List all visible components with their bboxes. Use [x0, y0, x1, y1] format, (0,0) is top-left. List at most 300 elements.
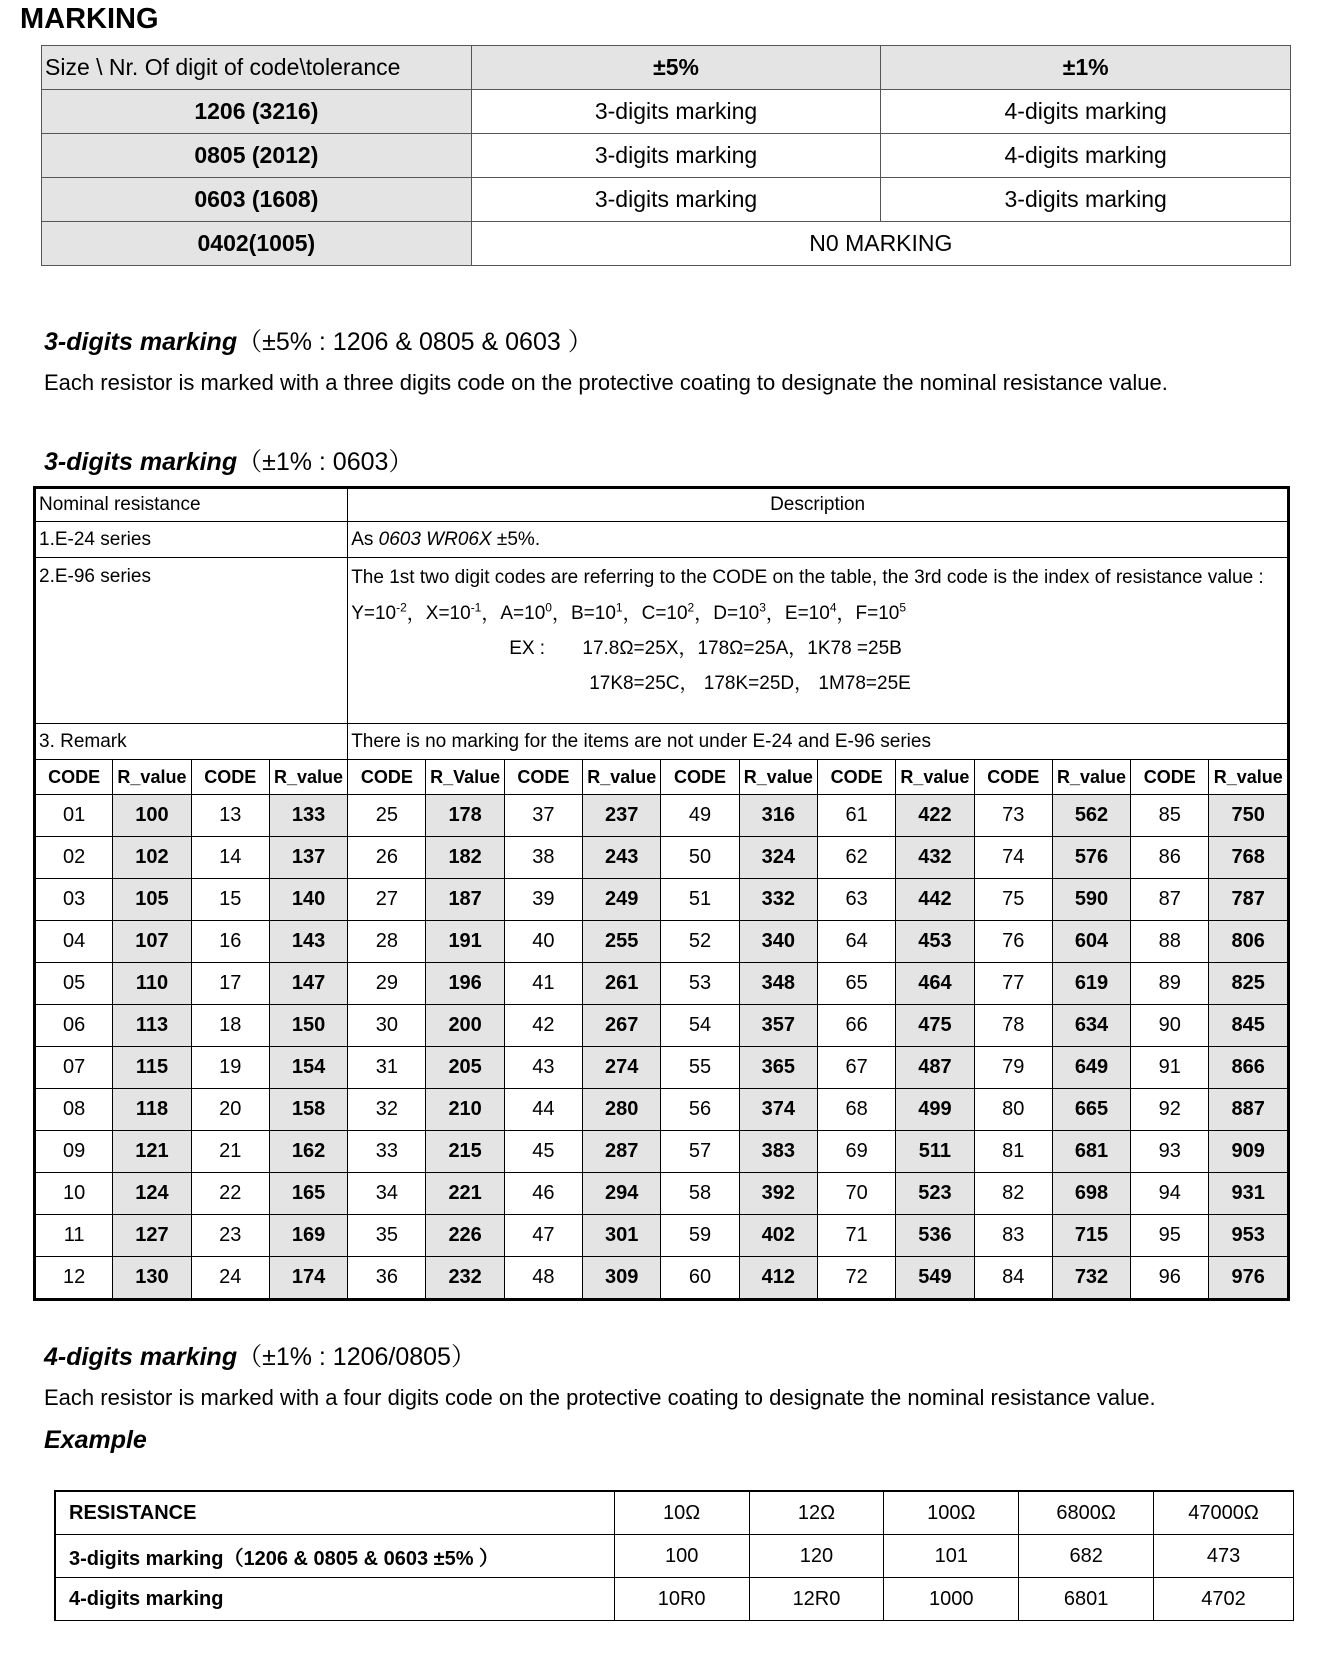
code-cell: 08	[35, 1089, 113, 1131]
r-value-cell: 487	[896, 1047, 974, 1089]
code-cell: 11	[35, 1215, 113, 1257]
code-cell: 96	[1131, 1257, 1209, 1300]
example-value-cell: 100Ω	[884, 1491, 1019, 1535]
r-value-cell: 105	[113, 879, 191, 921]
code-cell: 48	[504, 1257, 582, 1300]
example-value-cell: 473	[1154, 1535, 1294, 1578]
multiplier-item: $C=10^2$	[641, 601, 695, 625]
example-heading: Example	[44, 1426, 147, 1454]
section-subheading: （±1% : 0603）	[237, 448, 414, 476]
code-cell: 69	[817, 1131, 895, 1173]
r-value-cell: 191	[426, 921, 504, 963]
r-value-cell: 154	[269, 1047, 347, 1089]
multiplier-exponent: 0	[545, 601, 552, 615]
code-cell: 57	[661, 1131, 739, 1173]
code-cell: 45	[504, 1131, 582, 1173]
r-value-cell: 953	[1209, 1215, 1289, 1257]
code-cell: 90	[1131, 1005, 1209, 1047]
r-value-cell: 768	[1209, 837, 1289, 879]
section-heading-text: 3-digits marking	[44, 448, 238, 476]
code-cell: 07	[35, 1047, 113, 1089]
r-value-cell: 374	[739, 1089, 817, 1131]
table-header-cell: ±1%	[881, 46, 1291, 90]
code-cell: 64	[817, 921, 895, 963]
separator: ，	[481, 603, 501, 625]
size-cell: 0805 (2012)	[42, 134, 472, 178]
r-value-cell: 887	[1209, 1089, 1289, 1131]
code-cell: 35	[348, 1215, 426, 1257]
multiplier-exponent: 4	[829, 601, 837, 615]
r-value-cell: 316	[739, 795, 817, 837]
example-value-cell: 6801	[1019, 1578, 1154, 1621]
r-value-cell: 237	[583, 795, 661, 837]
example-value-cell: 101	[884, 1535, 1019, 1578]
code-cell: 06	[35, 1005, 113, 1047]
size-cell: 1206 (3216)	[42, 90, 472, 134]
section-heading-3digit-1pct	[44, 442, 413, 478]
e96-code-table	[33, 486, 1290, 1301]
r-value-cell: 976	[1209, 1257, 1289, 1300]
code-cell: 88	[1131, 921, 1209, 963]
r-value-cell: 392	[739, 1173, 817, 1215]
r-value-cell: 402	[739, 1215, 817, 1257]
example-values-1: 17.8Ω=25X，178Ω=25A，1K78 =25B	[582, 638, 902, 660]
code-cell: 46	[504, 1173, 582, 1215]
code-cell: 59	[661, 1215, 739, 1257]
multiplier-exponent: 2	[687, 601, 695, 615]
r-value-cell: 732	[1052, 1257, 1130, 1300]
code-column-header: CODE	[974, 760, 1052, 795]
r-value-cell: 536	[896, 1215, 974, 1257]
r-value-cell: 464	[896, 963, 974, 1005]
marking-size-table	[41, 45, 1291, 266]
code-column-header: R_value	[1209, 760, 1289, 795]
code-cell: 38	[504, 837, 582, 879]
code-cell: 28	[348, 921, 426, 963]
r-value-cell: 249	[583, 879, 661, 921]
code-cell: 53	[661, 963, 739, 1005]
r-value-cell: 383	[739, 1131, 817, 1173]
code-cell: 67	[817, 1047, 895, 1089]
r-value-cell: 619	[1052, 963, 1130, 1005]
separator: ，	[622, 603, 642, 625]
r-value-cell: 255	[583, 921, 661, 963]
table-cell: 3-digits marking	[471, 134, 881, 178]
code-column-header: CODE	[348, 760, 426, 795]
r-value-cell: 107	[113, 921, 191, 963]
r-value-cell: 113	[113, 1005, 191, 1047]
code-column-header: CODE	[661, 760, 739, 795]
code-cell: 50	[661, 837, 739, 879]
r-value-cell: 143	[269, 921, 347, 963]
code-cell: 10	[35, 1173, 113, 1215]
example-row-label: RESISTANCE	[55, 1491, 614, 1535]
r-value-cell: 442	[896, 879, 974, 921]
r-value-cell: 845	[1209, 1005, 1289, 1047]
r-value-cell: 324	[739, 837, 817, 879]
separator: ，	[551, 603, 571, 625]
multiplier-exponent: 1	[615, 601, 623, 615]
r-value-cell: 909	[1209, 1131, 1289, 1173]
r-value-cell: 590	[1052, 879, 1130, 921]
code-cell: 44	[504, 1089, 582, 1131]
table-row	[35, 837, 1289, 879]
code-cell: 91	[1131, 1047, 1209, 1089]
table-row	[35, 1257, 1289, 1300]
code-cell: 47	[504, 1215, 582, 1257]
multiplier-item: $X=10^{-1}$	[425, 601, 482, 625]
r-value-cell: 130	[113, 1257, 191, 1300]
r-value-cell: 280	[583, 1089, 661, 1131]
code-cell: 09	[35, 1131, 113, 1173]
section-heading-4digit	[44, 1337, 476, 1373]
r-value-cell: 200	[426, 1005, 504, 1047]
r-value-cell: 562	[1052, 795, 1130, 837]
r-value-cell: 115	[113, 1047, 191, 1089]
code-column-header: CODE	[504, 760, 582, 795]
code-cell: 95	[1131, 1215, 1209, 1257]
r-value-cell: 162	[269, 1131, 347, 1173]
r-value-cell: 348	[739, 963, 817, 1005]
code-cell: 22	[191, 1173, 269, 1215]
r-value-cell: 499	[896, 1089, 974, 1131]
example-table	[54, 1490, 1294, 1621]
table-row	[35, 1215, 1289, 1257]
code-cell: 21	[191, 1131, 269, 1173]
e96-desc-text: The 1st two digit codes are referring to the CODE on the table, the 3rd code is the index of resistance value :	[351, 567, 1264, 588]
code-cell: 13	[191, 795, 269, 837]
code-cell: 41	[504, 963, 582, 1005]
e96-description	[348, 558, 1289, 724]
code-cell: 94	[1131, 1173, 1209, 1215]
r-value-cell: 210	[426, 1089, 504, 1131]
example-value-cell: 1000	[884, 1578, 1019, 1621]
code-cell: 39	[504, 879, 582, 921]
code-cell: 76	[974, 921, 1052, 963]
code-table-body	[35, 795, 1289, 1300]
r-value-cell: 294	[583, 1173, 661, 1215]
code-cell: 32	[348, 1089, 426, 1131]
r-value-cell: 150	[269, 1005, 347, 1047]
e24-description	[348, 522, 1289, 558]
code-cell: 93	[1131, 1131, 1209, 1173]
r-value-cell: 301	[583, 1215, 661, 1257]
multiplier-list	[351, 597, 1284, 625]
code-cell: 30	[348, 1005, 426, 1047]
no-marking-cell: N0 MARKING	[471, 222, 1290, 266]
code-cell: 51	[661, 879, 739, 921]
e24-label: 1.E-24 series	[35, 522, 348, 558]
r-value-cell: 931	[1209, 1173, 1289, 1215]
example-row-label: 4-digits marking	[55, 1578, 614, 1621]
section-subheading: （±5% : 1206 & 0805 & 0603 ）	[237, 328, 593, 356]
code-cell: 66	[817, 1005, 895, 1047]
code-cell: 83	[974, 1215, 1052, 1257]
multiplier-item: $B=10^1$	[570, 601, 623, 625]
example-value-cell: 682	[1019, 1535, 1154, 1578]
code-cell: 04	[35, 921, 113, 963]
r-value-cell: 196	[426, 963, 504, 1005]
code-cell: 85	[1131, 795, 1209, 837]
size-cell: 0603 (1608)	[42, 178, 472, 222]
separator: ，	[406, 603, 426, 625]
code-cell: 71	[817, 1215, 895, 1257]
r-value-cell: 634	[1052, 1005, 1130, 1047]
code-column-header: R_value	[896, 760, 974, 795]
code-cell: 03	[35, 879, 113, 921]
table-cell: 3-digits marking	[471, 178, 881, 222]
code-column-header: R_value	[583, 760, 661, 795]
separator: ，	[765, 603, 785, 625]
r-value-cell: 243	[583, 837, 661, 879]
r-value-cell: 182	[426, 837, 504, 879]
r-value-cell: 110	[113, 963, 191, 1005]
code-cell: 89	[1131, 963, 1209, 1005]
code-cell: 37	[504, 795, 582, 837]
r-value-cell: 174	[269, 1257, 347, 1300]
r-value-cell: 169	[269, 1215, 347, 1257]
code-column-header: R_value	[1052, 760, 1130, 795]
separator: ，	[836, 603, 856, 625]
code-cell: 63	[817, 879, 895, 921]
example-value-cell: 12R0	[749, 1578, 884, 1621]
table-row	[35, 963, 1289, 1005]
section-paragraph: Each resistor is marked with a three digits code on the protective coating to designate the nominal resistance value.	[44, 370, 1168, 395]
code-cell: 16	[191, 921, 269, 963]
code-cell: 84	[974, 1257, 1052, 1300]
r-value-cell: 715	[1052, 1215, 1130, 1257]
r-value-cell: 604	[1052, 921, 1130, 963]
code-cell: 14	[191, 837, 269, 879]
r-value-cell: 215	[426, 1131, 504, 1173]
table-header-cell: ±5%	[471, 46, 881, 90]
code-cell: 25	[348, 795, 426, 837]
code-column-header: CODE	[35, 760, 113, 795]
example-value-cell: 10Ω	[614, 1491, 749, 1535]
code-cell: 82	[974, 1173, 1052, 1215]
code-cell: 55	[661, 1047, 739, 1089]
multiplier-exponent: -2	[396, 601, 407, 615]
multiplier-item: $F=10^5$	[855, 601, 907, 625]
r-value-cell: 357	[739, 1005, 817, 1047]
code-cell: 65	[817, 963, 895, 1005]
code-column-header: R_Value	[426, 760, 504, 795]
code-cell: 75	[974, 879, 1052, 921]
code-cell: 24	[191, 1257, 269, 1300]
code-cell: 58	[661, 1173, 739, 1215]
code-cell: 36	[348, 1257, 426, 1300]
r-value-cell: 121	[113, 1131, 191, 1173]
code-cell: 20	[191, 1089, 269, 1131]
table-row	[35, 879, 1289, 921]
code-cell: 92	[1131, 1089, 1209, 1131]
code-cell: 40	[504, 921, 582, 963]
example-label: EX :	[509, 638, 546, 660]
code-cell: 86	[1131, 837, 1209, 879]
table-row	[35, 795, 1289, 837]
r-value-cell: 649	[1052, 1047, 1130, 1089]
e24-desc-part: 0603 WR06X	[378, 528, 492, 550]
r-value-cell: 866	[1209, 1047, 1289, 1089]
table-cell: 4-digits marking	[881, 134, 1291, 178]
r-value-cell: 100	[113, 795, 191, 837]
table-row	[35, 1173, 1289, 1215]
code-cell: 31	[348, 1047, 426, 1089]
code-cell: 18	[191, 1005, 269, 1047]
example-values-2: 17K8=25C， 178K=25D， 1M78=25E	[589, 673, 911, 695]
multiplier-item: $D=10^3$	[713, 601, 766, 625]
code-cell: 79	[974, 1047, 1052, 1089]
section-heading-text: 4-digits marking	[44, 1343, 238, 1371]
table-header-cell: Size \ Nr. Of digit of code\tolerance	[42, 46, 472, 90]
code-cell: 54	[661, 1005, 739, 1047]
code-cell: 74	[974, 837, 1052, 879]
code-cell: 19	[191, 1047, 269, 1089]
r-value-cell: 432	[896, 837, 974, 879]
r-value-cell: 750	[1209, 795, 1289, 837]
example-value-cell: 100	[614, 1535, 749, 1578]
r-value-cell: 511	[896, 1131, 974, 1173]
r-value-cell: 137	[269, 837, 347, 879]
example-value-cell: 12Ω	[749, 1491, 884, 1535]
r-value-cell: 698	[1052, 1173, 1130, 1215]
example-value-cell: 10R0	[614, 1578, 749, 1621]
r-value-cell: 665	[1052, 1089, 1130, 1131]
code-cell: 12	[35, 1257, 113, 1300]
r-value-cell: 221	[426, 1173, 504, 1215]
example-value-cell: 6800Ω	[1019, 1491, 1154, 1535]
desc-header-description: Description	[348, 488, 1289, 522]
code-cell: 29	[348, 963, 426, 1005]
r-value-cell: 158	[269, 1089, 347, 1131]
code-header-row	[35, 760, 1289, 795]
code-cell: 15	[191, 879, 269, 921]
code-cell: 80	[974, 1089, 1052, 1131]
code-cell: 02	[35, 837, 113, 879]
e24-desc-suffix: ±5%.	[491, 528, 541, 550]
r-value-cell: 118	[113, 1089, 191, 1131]
code-column-header: R_value	[739, 760, 817, 795]
table-row	[35, 1089, 1289, 1131]
code-cell: 73	[974, 795, 1052, 837]
table-row	[35, 1005, 1289, 1047]
r-value-cell: 178	[426, 795, 504, 837]
example-line-1	[351, 637, 1284, 660]
r-value-cell: 549	[896, 1257, 974, 1300]
r-value-cell: 274	[583, 1047, 661, 1089]
code-cell: 60	[661, 1257, 739, 1300]
r-value-cell: 226	[426, 1215, 504, 1257]
code-column-header: R_value	[113, 760, 191, 795]
code-cell: 49	[661, 795, 739, 837]
multiplier-exponent: -1	[470, 601, 482, 615]
multiplier-item: $A=10^0$	[500, 601, 552, 625]
code-cell: 05	[35, 963, 113, 1005]
code-cell: 81	[974, 1131, 1052, 1173]
size-cell: 0402(1005)	[42, 222, 472, 266]
r-value-cell: 267	[583, 1005, 661, 1047]
code-cell: 62	[817, 837, 895, 879]
code-cell: 56	[661, 1089, 739, 1131]
table-row	[35, 1131, 1289, 1173]
r-value-cell: 681	[1052, 1131, 1130, 1173]
r-value-cell: 287	[583, 1131, 661, 1173]
multiplier-item: $Y=10^{-2}$	[351, 601, 407, 625]
table-row	[55, 1578, 1294, 1621]
code-cell: 34	[348, 1173, 426, 1215]
code-cell: 23	[191, 1215, 269, 1257]
e96-label: 2.E-96 series	[35, 558, 348, 724]
r-value-cell: 133	[269, 795, 347, 837]
section-heading-3digit-5pct	[44, 322, 593, 358]
r-value-cell: 576	[1052, 837, 1130, 879]
code-cell: 77	[974, 963, 1052, 1005]
section-heading-text: 3-digits marking	[44, 328, 238, 356]
section-subheading: （±1% : 1206/0805）	[237, 1343, 476, 1371]
r-value-cell: 147	[269, 963, 347, 1005]
table-row	[35, 1047, 1289, 1089]
code-cell: 43	[504, 1047, 582, 1089]
code-column-header: CODE	[817, 760, 895, 795]
r-value-cell: 412	[739, 1257, 817, 1300]
code-cell: 27	[348, 879, 426, 921]
r-value-cell: 523	[896, 1173, 974, 1215]
r-value-cell: 127	[113, 1215, 191, 1257]
code-cell: 33	[348, 1131, 426, 1173]
code-cell: 52	[661, 921, 739, 963]
example-value-cell: 4702	[1154, 1578, 1294, 1621]
code-column-header: CODE	[191, 760, 269, 795]
r-value-cell: 232	[426, 1257, 504, 1300]
r-value-cell: 187	[426, 879, 504, 921]
code-cell: 42	[504, 1005, 582, 1047]
table-cell: 3-digits marking	[471, 90, 881, 134]
remark-description: There is no marking for the items are not under E-24 and E-96 series	[348, 724, 1289, 760]
e24-desc-prefix: As	[351, 528, 379, 550]
table-row	[55, 1491, 1294, 1535]
code-cell: 01	[35, 795, 113, 837]
code-cell: 78	[974, 1005, 1052, 1047]
code-cell: 87	[1131, 879, 1209, 921]
r-value-cell: 165	[269, 1173, 347, 1215]
example-value-cell: 120	[749, 1535, 884, 1578]
code-cell: 68	[817, 1089, 895, 1131]
code-cell: 17	[191, 963, 269, 1005]
r-value-cell: 261	[583, 963, 661, 1005]
r-value-cell: 475	[896, 1005, 974, 1047]
page-title: MARKING	[20, 3, 159, 35]
code-column-header: CODE	[1131, 760, 1209, 795]
code-cell: 26	[348, 837, 426, 879]
r-value-cell: 422	[896, 795, 974, 837]
section-paragraph: Each resistor is marked with a four digits code on the protective coating to designate the nominal resistance value.	[44, 1385, 1156, 1410]
remark-label: 3. Remark	[35, 724, 348, 760]
r-value-cell: 124	[113, 1173, 191, 1215]
code-column-header: R_value	[269, 760, 347, 795]
r-value-cell: 340	[739, 921, 817, 963]
multiplier-exponent: 5	[899, 601, 907, 615]
table-row	[35, 921, 1289, 963]
separator: ，	[694, 603, 714, 625]
r-value-cell: 140	[269, 879, 347, 921]
table-cell: 3-digits marking	[881, 178, 1291, 222]
r-value-cell: 365	[739, 1047, 817, 1089]
r-value-cell: 205	[426, 1047, 504, 1089]
multiplier-exponent: 3	[759, 601, 766, 615]
r-value-cell: 453	[896, 921, 974, 963]
code-cell: 70	[817, 1173, 895, 1215]
r-value-cell: 309	[583, 1257, 661, 1300]
